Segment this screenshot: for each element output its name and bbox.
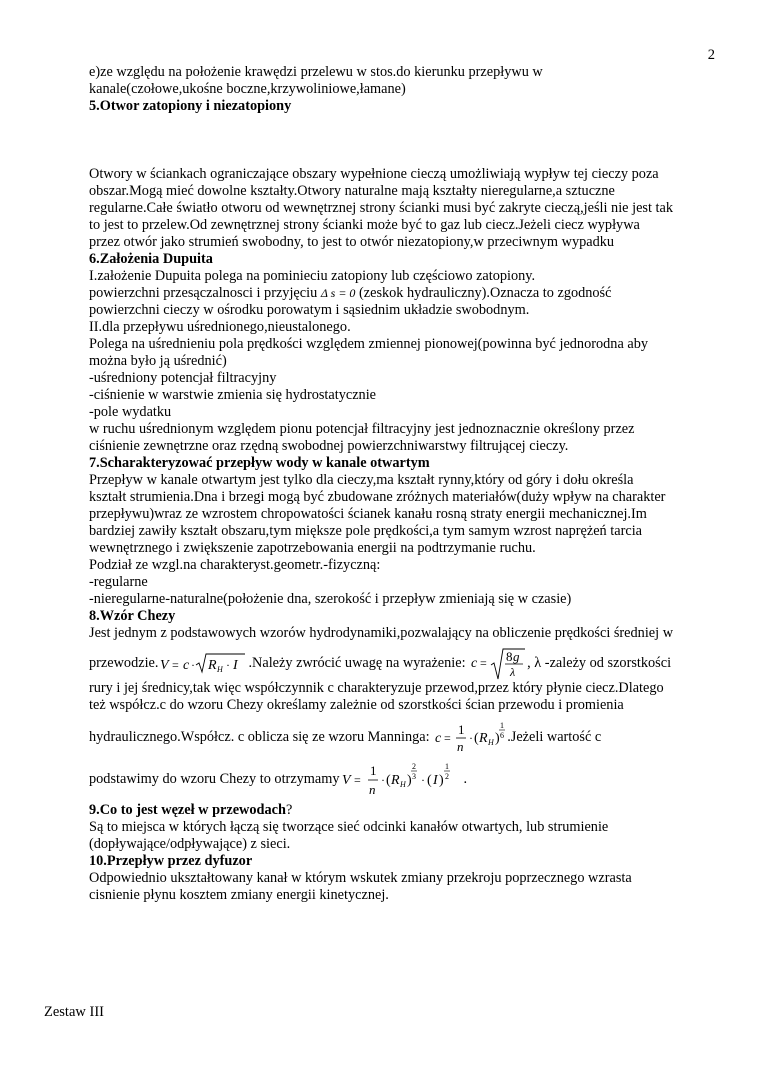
section-heading-7: 7.Scharakteryzować przepływ wody w kanale otwartym [89,455,430,471]
text-line: -ciśnienie w warstwie zmienia się hydrostatycznie [89,387,377,403]
text-span: .Jeżeli wartość c [507,729,602,745]
document-body [89,64,719,904]
text-line: Jest jednym z podstawowych wzorów hydrodynamiki,pozwalający na obliczenie prędkości średniej w [89,625,674,641]
svg-text:λ: λ [510,664,516,679]
svg-text:2: 2 [444,771,449,781]
text-line: Polega na uśrednieniu pola prędkości względem zmiennej pionowej(powinna być jednorodna aby [89,336,649,352]
svg-text:V: V [341,772,351,788]
svg-text:1: 1 [369,762,377,778]
svg-text:H: H [217,664,224,674]
text-line: (dopływające/odpływające) z sieci. [89,836,291,852]
text-span: (zeskok hydrauliczny).Oznacza to zgodność [355,285,612,301]
text-line: powierzchni cieczy w ośrodku porowatym i sąsiednim układzie swobodnym. [89,302,530,318]
svg-text:H: H [488,737,494,747]
text-line: przez otwór jako strumień swobodny, to jest to otwór niezatopiony,w przeciwnym wypadku [89,234,615,250]
svg-text:c: c [183,657,190,673]
manning-formula [434,720,506,756]
text-line: wewnętrznego i zwiększenie zapotrzebowania energii na podtrzymanie ruchu. [89,540,536,556]
text-line: II.dla przepływu uśrednionego,nieustalonego. [89,319,351,335]
svg-text:R: R [390,772,400,788]
text-line: też współcz.c do wzoru Chezy określamy zależnie od szorstkości ścian przewodu i promienia [89,697,624,713]
text-span: przewodzie. [89,655,159,671]
svg-text:R: R [479,730,488,746]
page-footer: Zestaw III [44,1004,104,1020]
svg-text:3: 3 [411,771,416,781]
text-span: . [463,771,468,787]
text-line: Podział ze wzgl.na charakteryst.geometr.-fizyczną: [89,557,381,573]
section-heading-9: 9.Co to jest węzeł w przewodach [89,802,286,818]
text-line: można było ją uśrednić) [89,353,227,369]
svg-text:=: = [172,657,180,672]
text-line: obszar.Mogą mieć dowolne kształty.Otwory naturalne mają kształty nieregularne,a sztuczne [89,183,615,199]
text-line: regularne.Całe światło otworu od wewnętrznej strony ścianki musi być zakryte cieczą,jeśli nie jest tak [89,200,673,216]
svg-text:H: H [399,779,406,789]
svg-text:): ) [438,772,444,788]
svg-text:I: I [432,772,438,788]
text-line: Odpowiednio ukształtowany kanał w którym wskutek zmiany przekroju poprzecznego wzrasta [89,870,632,886]
svg-text:(: ( [385,772,391,788]
svg-text:=: = [353,772,361,787]
svg-text:(: ( [474,730,479,746]
svg-text:): ) [406,772,412,788]
text-line: rury i jej średnicy,tak więc współczynnik c charakteryzuje przewod,przez który płynie ciecz.Dlatego [89,680,664,696]
text-line: przepływu)wraz ze wzrostem chropowatości ścianek kanału rosną straty energii mechanicznej.Im [89,506,647,522]
text-line: ciśnienie zewnętrzne oraz rzędną swobodnej powierzchniwarstwy filtrującej cieczy. [89,438,569,454]
text-line: to jest to przelew.Od zewnętrznej strony ścianki może być to gaz lub ciecz.Jeżeli ciecz wypływa [89,217,640,233]
svg-text:(: ( [426,772,432,788]
text-line [89,285,719,302]
text-line: bardziej zawiły kształt obszaru,tym miększe pole prędkości,a tym samym wzrost naprężeń tarcia [89,523,643,539]
svg-text:·: · [380,772,385,787]
text-line: Są to miejsca w których łączą się tworzące sieć odcinki kanałów otwartych, lub strumienie [89,819,609,835]
svg-text:1: 1 [500,720,505,730]
section-heading-8: 8.Wzór Chezy [89,608,176,624]
svg-text:R: R [208,657,218,673]
svg-text:c: c [471,655,478,671]
svg-text:·: · [469,730,474,745]
svg-text:1: 1 [444,761,449,771]
text-span: podstawimy do wzoru Chezy to otrzymamy [89,771,340,787]
delta-s-formula: Δ s = 0 [320,286,356,300]
text-span: ? [285,802,293,818]
svg-text:): ) [495,730,500,746]
text-line: cisnienie płynu kosztem zmiany energii kinetycznej. [89,887,389,903]
svg-text:1: 1 [458,721,465,737]
text-line: -uśredniony potencjał filtracyjny [89,370,277,386]
chezy-manning-velocity-formula [341,760,463,800]
section-heading-5: 5.Otwor zatopiony i niezatopiony [89,98,292,114]
text-span: powierzchni przesączalnosci i przyjęciu [89,285,321,301]
text-line: -nieregularne-naturalne(położenie dna, szerokość i przepływ zmieniają się w czasie) [89,591,572,607]
text-line: w ruchu uśrednionym względem pionu potencjał filtracyjny jest jednoznacznie określony przez [89,421,635,437]
text-line: I.założenie Dupuita polega na pominieciu zatopiony lub częściowo zatopiony. [89,268,536,284]
svg-text:·: · [191,657,196,672]
text-line-with-formulas [89,718,719,756]
chezy-formula [159,651,247,677]
svg-text:·: · [226,657,231,672]
blank-space [89,115,719,166]
chezy-coefficient-formula [470,647,526,681]
svg-text:2: 2 [411,761,416,771]
svg-text:c: c [435,730,442,746]
text-span: , λ -zależy od szorstkości [527,655,672,671]
text-line: Otwory w ściankach ograniczające obszary wypełnione cieczą umożliwiają wypływ tej cieczy poza [89,166,659,182]
svg-text:=: = [444,730,451,745]
svg-text:n: n [457,738,464,754]
text-line-with-formulas [89,646,719,680]
svg-text:6: 6 [500,730,505,740]
text-line-with-formulas [89,758,719,800]
text-line: -regularne [89,574,148,590]
section-heading-10: 10.Przepływ przez dyfuzor [89,853,253,869]
text-span: hydraulicznego.Współcz. c oblicza się ze wzoru Manninga: [89,729,434,745]
text-line [89,802,719,819]
text-line: kształt strumienia.Dna i brzegi mogą być zbudowane zróżnych materiałów(duży wpływ na charakter [89,489,666,505]
svg-text:g: g [513,648,520,664]
text-line: Przepływ w kanale otwartym jest tylko dla cieczy,ma kształt rynny,który od góry i dołu określa [89,472,634,488]
svg-text:V: V [160,657,170,673]
svg-text:I: I [233,657,239,673]
text-line: kanale(czołowe,ukośne boczne,krzywoliniowe,łamane) [89,81,406,97]
svg-text:n: n [368,781,376,797]
svg-text:8: 8 [506,648,513,664]
section-heading-6: 6.Założenia Dupuita [89,251,213,267]
text-line: -pole wydatku [89,404,172,420]
svg-text:·: · [420,772,425,787]
svg-text:=: = [480,655,487,670]
text-span: .Należy zwrócić uwagę na wyrażenie: [248,655,470,671]
text-line: e)ze względu na położenie krawędzi przelewu w stos.do kierunku przepływu w [89,64,543,80]
page-number: 2 [707,47,715,63]
